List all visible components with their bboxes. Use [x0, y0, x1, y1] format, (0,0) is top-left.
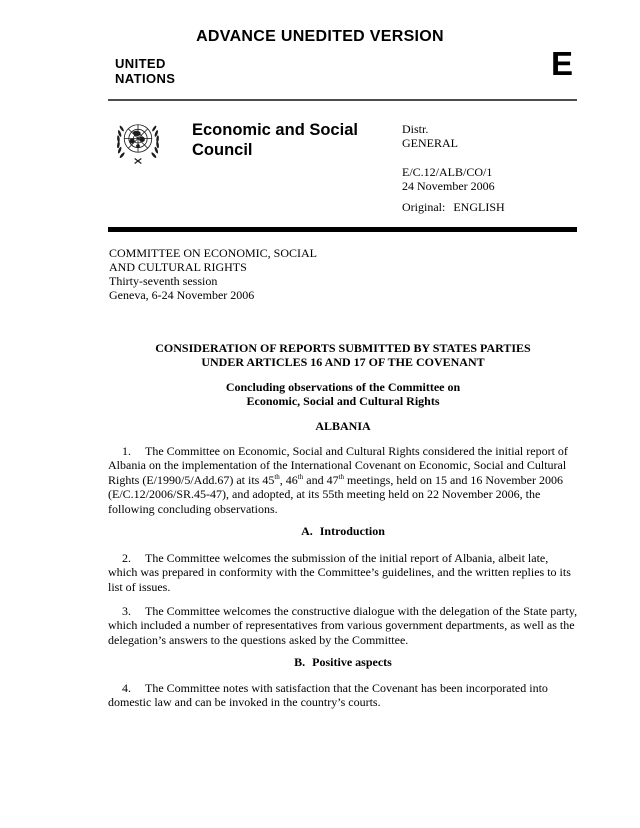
header-rule-thin	[108, 99, 577, 101]
section-title-b: Positive aspects	[312, 655, 392, 669]
committee-name-line1: COMMITTEE ON ECONOMIC, SOCIAL	[109, 246, 317, 260]
paragraph-2: 2. The Committee welcomes the submission of the initial report of Albania, albeit late, which was prepared in conformity with the Committee’s guidelines, and the written replies to its list of issues.	[108, 551, 571, 594]
org-name-line2: NATIONS	[115, 70, 176, 86]
committee-name-line2: AND CULTURAL RIGHTS	[109, 260, 247, 274]
distribution-block	[402, 122, 458, 150]
original-language-line	[402, 200, 505, 215]
session-number: Thirty-seventh session	[109, 274, 218, 288]
subtitle-line1: Concluding observations of the Committee on	[225, 380, 461, 394]
original-language: ENGLISH	[453, 200, 505, 214]
session-block	[109, 246, 317, 302]
section-letter-b: B.	[294, 655, 306, 669]
distr-value: GENERAL	[402, 136, 458, 150]
country-title: ALBANIA	[315, 419, 371, 433]
distr-label: Distr.	[402, 122, 429, 136]
header-rule-thick	[108, 227, 577, 232]
advance-version-banner: ADVANCE UNEDITED VERSION	[196, 28, 444, 45]
subtitle	[108, 381, 578, 408]
document-series-letter: E	[551, 45, 574, 82]
paragraph-3: 3. The Committee welcomes the constructive dialogue with the delegation of the State party, which included a number of representatives from various government departments, as well as the delegation’s answers to the questions asked by the Committee.	[108, 604, 578, 647]
section-heading-a	[108, 524, 578, 539]
main-title	[108, 341, 578, 369]
section-title-a: Introduction	[319, 524, 385, 538]
main-title-line1: CONSIDERATION OF REPORTS SUBMITTED BY STATES PARTIES	[155, 341, 531, 355]
subtitle-line2: Economic, Social and Cultural Rights	[246, 393, 440, 408]
document-symbol: E/C.12/ALB/CO/1	[402, 165, 493, 179]
section-letter-a: A.	[301, 524, 313, 538]
paragraph-4: 4. The Committee notes with satisfaction that the Covenant has been incorporated into domestic law and can be invoked in the country’s courts.	[108, 681, 548, 710]
paragraph-1: 1. The Committee on Economic, Social and Cultural Rights considered the initial report of Albania on the implementation of the International Covenant on Economic, Social and Cultural Rights (E/1990/5/Add.67) at its 45th, 46th and 47th meetings, held on 15 and 16 November 2006 (E/C.12/2006/SR.45-47), and adopted, at its 55th meeting held on 22 November 2006, the following concluding observations.	[108, 444, 568, 516]
section-heading-b	[108, 655, 578, 670]
session-venue-dates: Geneva, 6-24 November 2006	[109, 288, 255, 302]
document-symbol-block	[402, 166, 495, 193]
org-name-line1: UNITED	[115, 56, 166, 71]
main-title-line2: UNDER ARTICLES 16 AND 17 OF THE COVENANT	[201, 355, 485, 369]
original-label: Original:	[402, 200, 446, 214]
document-date: 24 November 2006	[402, 178, 495, 193]
united-nations-emblem-icon	[113, 114, 163, 168]
council-name: Economic and Social Council	[192, 121, 358, 159]
org-name	[115, 57, 175, 86]
